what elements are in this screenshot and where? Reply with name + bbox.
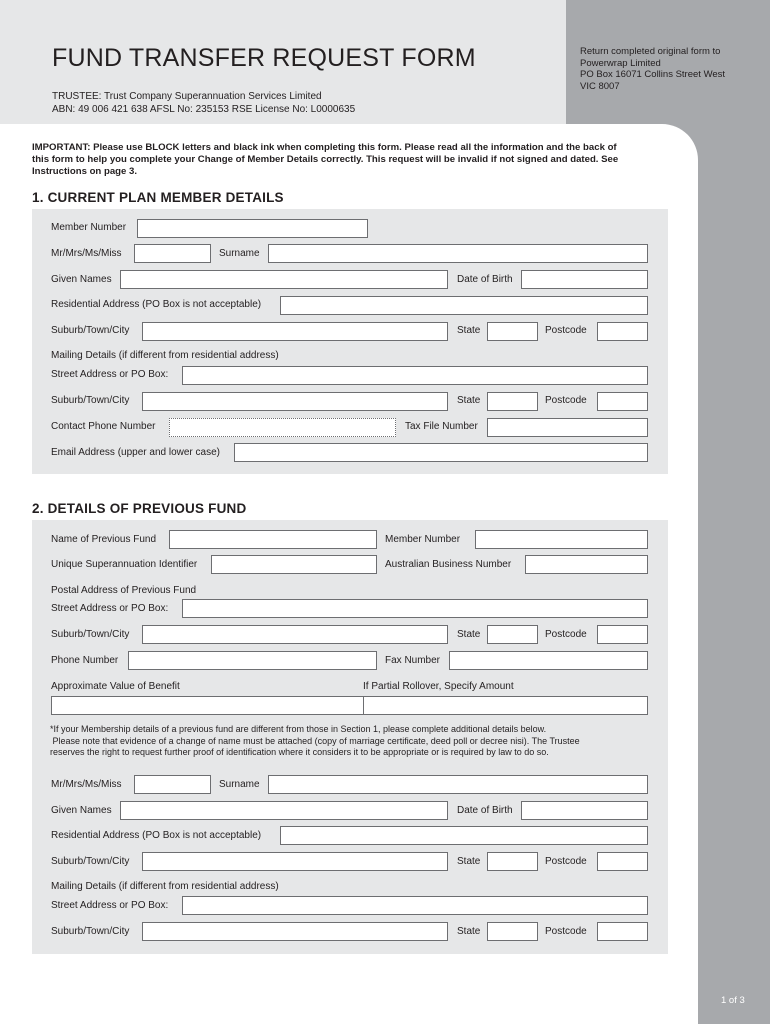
member-number-input[interactable] [137, 219, 368, 238]
partial-rollover-input[interactable] [363, 696, 648, 715]
fund-suburb-label: Suburb/Town/City [51, 629, 130, 640]
tax-file-number-input[interactable] [487, 418, 648, 437]
identity-note-line: Please note that evidence of a change of name must be attached (copy of marriage certificate, deed poll or decree nisi). The Trustee [50, 735, 580, 746]
partial-rollover-label: If Partial Rollover, Specify Amount [363, 681, 514, 692]
return-address-line: PO Box 16071 Collins Street West [580, 69, 726, 80]
prev-given-names-input[interactable] [120, 801, 448, 820]
contact-phone-label: Contact Phone Number [51, 421, 156, 432]
trustee-abn: ABN: 49 006 421 638 AFSL No: 235153 RSE License No: L0000635 [52, 104, 356, 115]
footer-form-name: Fund Transfer Request Form [540, 995, 662, 1006]
identity-note [50, 724, 650, 759]
return-address-line: Return completed original form to [580, 46, 721, 57]
previous-member-number-input[interactable] [475, 530, 648, 549]
fund-state-input[interactable] [487, 625, 538, 644]
email-label: Email Address (upper and lower case) [51, 447, 220, 458]
mailing-suburb-label: Suburb/Town/City [51, 395, 130, 406]
section1-title: 1. CURRENT PLAN MEMBER DETAILS [32, 190, 284, 205]
postcode-label: Postcode [545, 325, 587, 336]
date-of-birth-input[interactable] [521, 270, 648, 289]
mailing-details-label: Mailing Details (if different from residential address) [51, 350, 279, 361]
previous-fund-name-label: Name of Previous Fund [51, 534, 157, 545]
prev-residential-address-label: Residential Address (PO Box is not acceptable) [51, 830, 262, 841]
important-notice: IMPORTANT: Please use BLOCK letters and black ink when completing this form. Please read all the information and the back of this form to help you complete your Change of Member Details correctly. This request will be invalid if not signed and dated. See Instructions on page 3. [32, 142, 619, 177]
prev-street-address-input[interactable] [182, 896, 648, 915]
previous-fund-name-input[interactable] [169, 530, 377, 549]
mailing-state-input[interactable] [487, 392, 538, 411]
given-names-input[interactable] [120, 270, 448, 289]
prev-title-input[interactable] [134, 775, 211, 794]
title-input[interactable] [134, 244, 211, 263]
prev-mailing-state-label: State [457, 926, 481, 937]
prev-mailing-suburb-label: Suburb/Town/City [51, 926, 130, 937]
approx-value-input[interactable] [51, 696, 365, 715]
fund-suburb-input[interactable] [142, 625, 448, 644]
prev-mailing-state-input[interactable] [487, 922, 538, 941]
return-address [580, 46, 725, 92]
prev-postcode-label: Postcode [545, 856, 587, 867]
mailing-postcode-label: Postcode [545, 395, 587, 406]
prev-mailing-postcode-input[interactable] [597, 922, 648, 941]
section2-title: 2. DETAILS OF PREVIOUS FUND [32, 501, 247, 516]
residential-address-label: Residential Address (PO Box is not acceptable) [51, 299, 262, 310]
prev-date-of-birth-input[interactable] [521, 801, 648, 820]
street-address-label: Street Address or PO Box: [51, 369, 169, 380]
prev-date-of-birth-label: Date of Birth [457, 805, 513, 816]
fund-fax-label: Fax Number [385, 655, 441, 666]
prev-suburb-label: Suburb/Town/City [51, 856, 130, 867]
state-input[interactable] [487, 322, 538, 341]
prev-mailing-suburb-input[interactable] [142, 922, 448, 941]
prev-suburb-input[interactable] [142, 852, 448, 871]
fund-phone-input[interactable] [128, 651, 377, 670]
prev-given-names-label: Given Names [51, 805, 112, 816]
abn-label: Australian Business Number [385, 559, 512, 570]
fund-fax-input[interactable] [449, 651, 648, 670]
state-label: State [457, 325, 481, 336]
surname-label: Surname [219, 248, 260, 259]
page-title: FUND TRANSFER REQUEST FORM [52, 44, 476, 72]
prev-surname-input[interactable] [268, 775, 648, 794]
prev-title-label: Mr/Mrs/Ms/Miss [51, 779, 122, 790]
prev-mailing-details-label: Mailing Details (if different from residential address) [51, 881, 279, 892]
date-of-birth-label: Date of Birth [457, 274, 513, 285]
approx-value-label: Approximate Value of Benefit [51, 681, 180, 692]
prev-mailing-postcode-label: Postcode [545, 926, 587, 937]
title-label: Mr/Mrs/Ms/Miss [51, 248, 122, 259]
footer-page-number: 1 of 3 [721, 995, 745, 1006]
usi-input[interactable] [211, 555, 377, 574]
identity-note-line: *If your Membership details of a previous fund are different from those in Section 1, please complete additional details below. [50, 724, 547, 734]
prev-residential-address-input[interactable] [280, 826, 648, 845]
street-address-input[interactable] [182, 366, 648, 385]
prev-surname-label: Surname [219, 779, 260, 790]
suburb-input[interactable] [142, 322, 448, 341]
suburb-label: Suburb/Town/City [51, 325, 130, 336]
fund-phone-label: Phone Number [51, 655, 119, 666]
residential-address-input[interactable] [280, 296, 648, 315]
mailing-suburb-input[interactable] [142, 392, 448, 411]
email-input[interactable] [234, 443, 648, 462]
mailing-state-label: State [457, 395, 481, 406]
abn-input[interactable] [525, 555, 648, 574]
fund-postcode-label: Postcode [545, 629, 587, 640]
trustee-details [52, 90, 355, 116]
prev-street-address-label: Street Address or PO Box: [51, 900, 169, 911]
return-address-line: Powerwrap Limited [580, 57, 661, 69]
postal-address-label: Postal Address of Previous Fund [51, 585, 197, 596]
previous-member-number-label: Member Number [385, 534, 461, 545]
fund-state-label: State [457, 629, 481, 640]
postcode-input[interactable] [597, 322, 648, 341]
prev-state-input[interactable] [487, 852, 538, 871]
prev-state-label: State [457, 856, 481, 867]
fund-street-address-input[interactable] [182, 599, 648, 618]
usi-label: Unique Superannuation Identifier [51, 559, 198, 570]
mailing-postcode-input[interactable] [597, 392, 648, 411]
given-names-label: Given Names [51, 274, 112, 285]
return-address-line: VIC 8007 [580, 80, 620, 92]
identity-note-line: reserves the right to request further proof of identification where it considers it to be appropriate or is required by law to do so. [50, 747, 549, 757]
surname-input[interactable] [268, 244, 648, 263]
member-number-label: Member Number [51, 222, 127, 233]
fund-postcode-input[interactable] [597, 625, 648, 644]
fund-street-address-label: Street Address or PO Box: [51, 603, 169, 614]
trustee-name: TRUSTEE: Trust Company Superannuation Services Limited [52, 91, 322, 102]
prev-postcode-input[interactable] [597, 852, 648, 871]
tax-file-number-label: Tax File Number [405, 421, 478, 432]
contact-phone-input[interactable] [169, 418, 396, 437]
